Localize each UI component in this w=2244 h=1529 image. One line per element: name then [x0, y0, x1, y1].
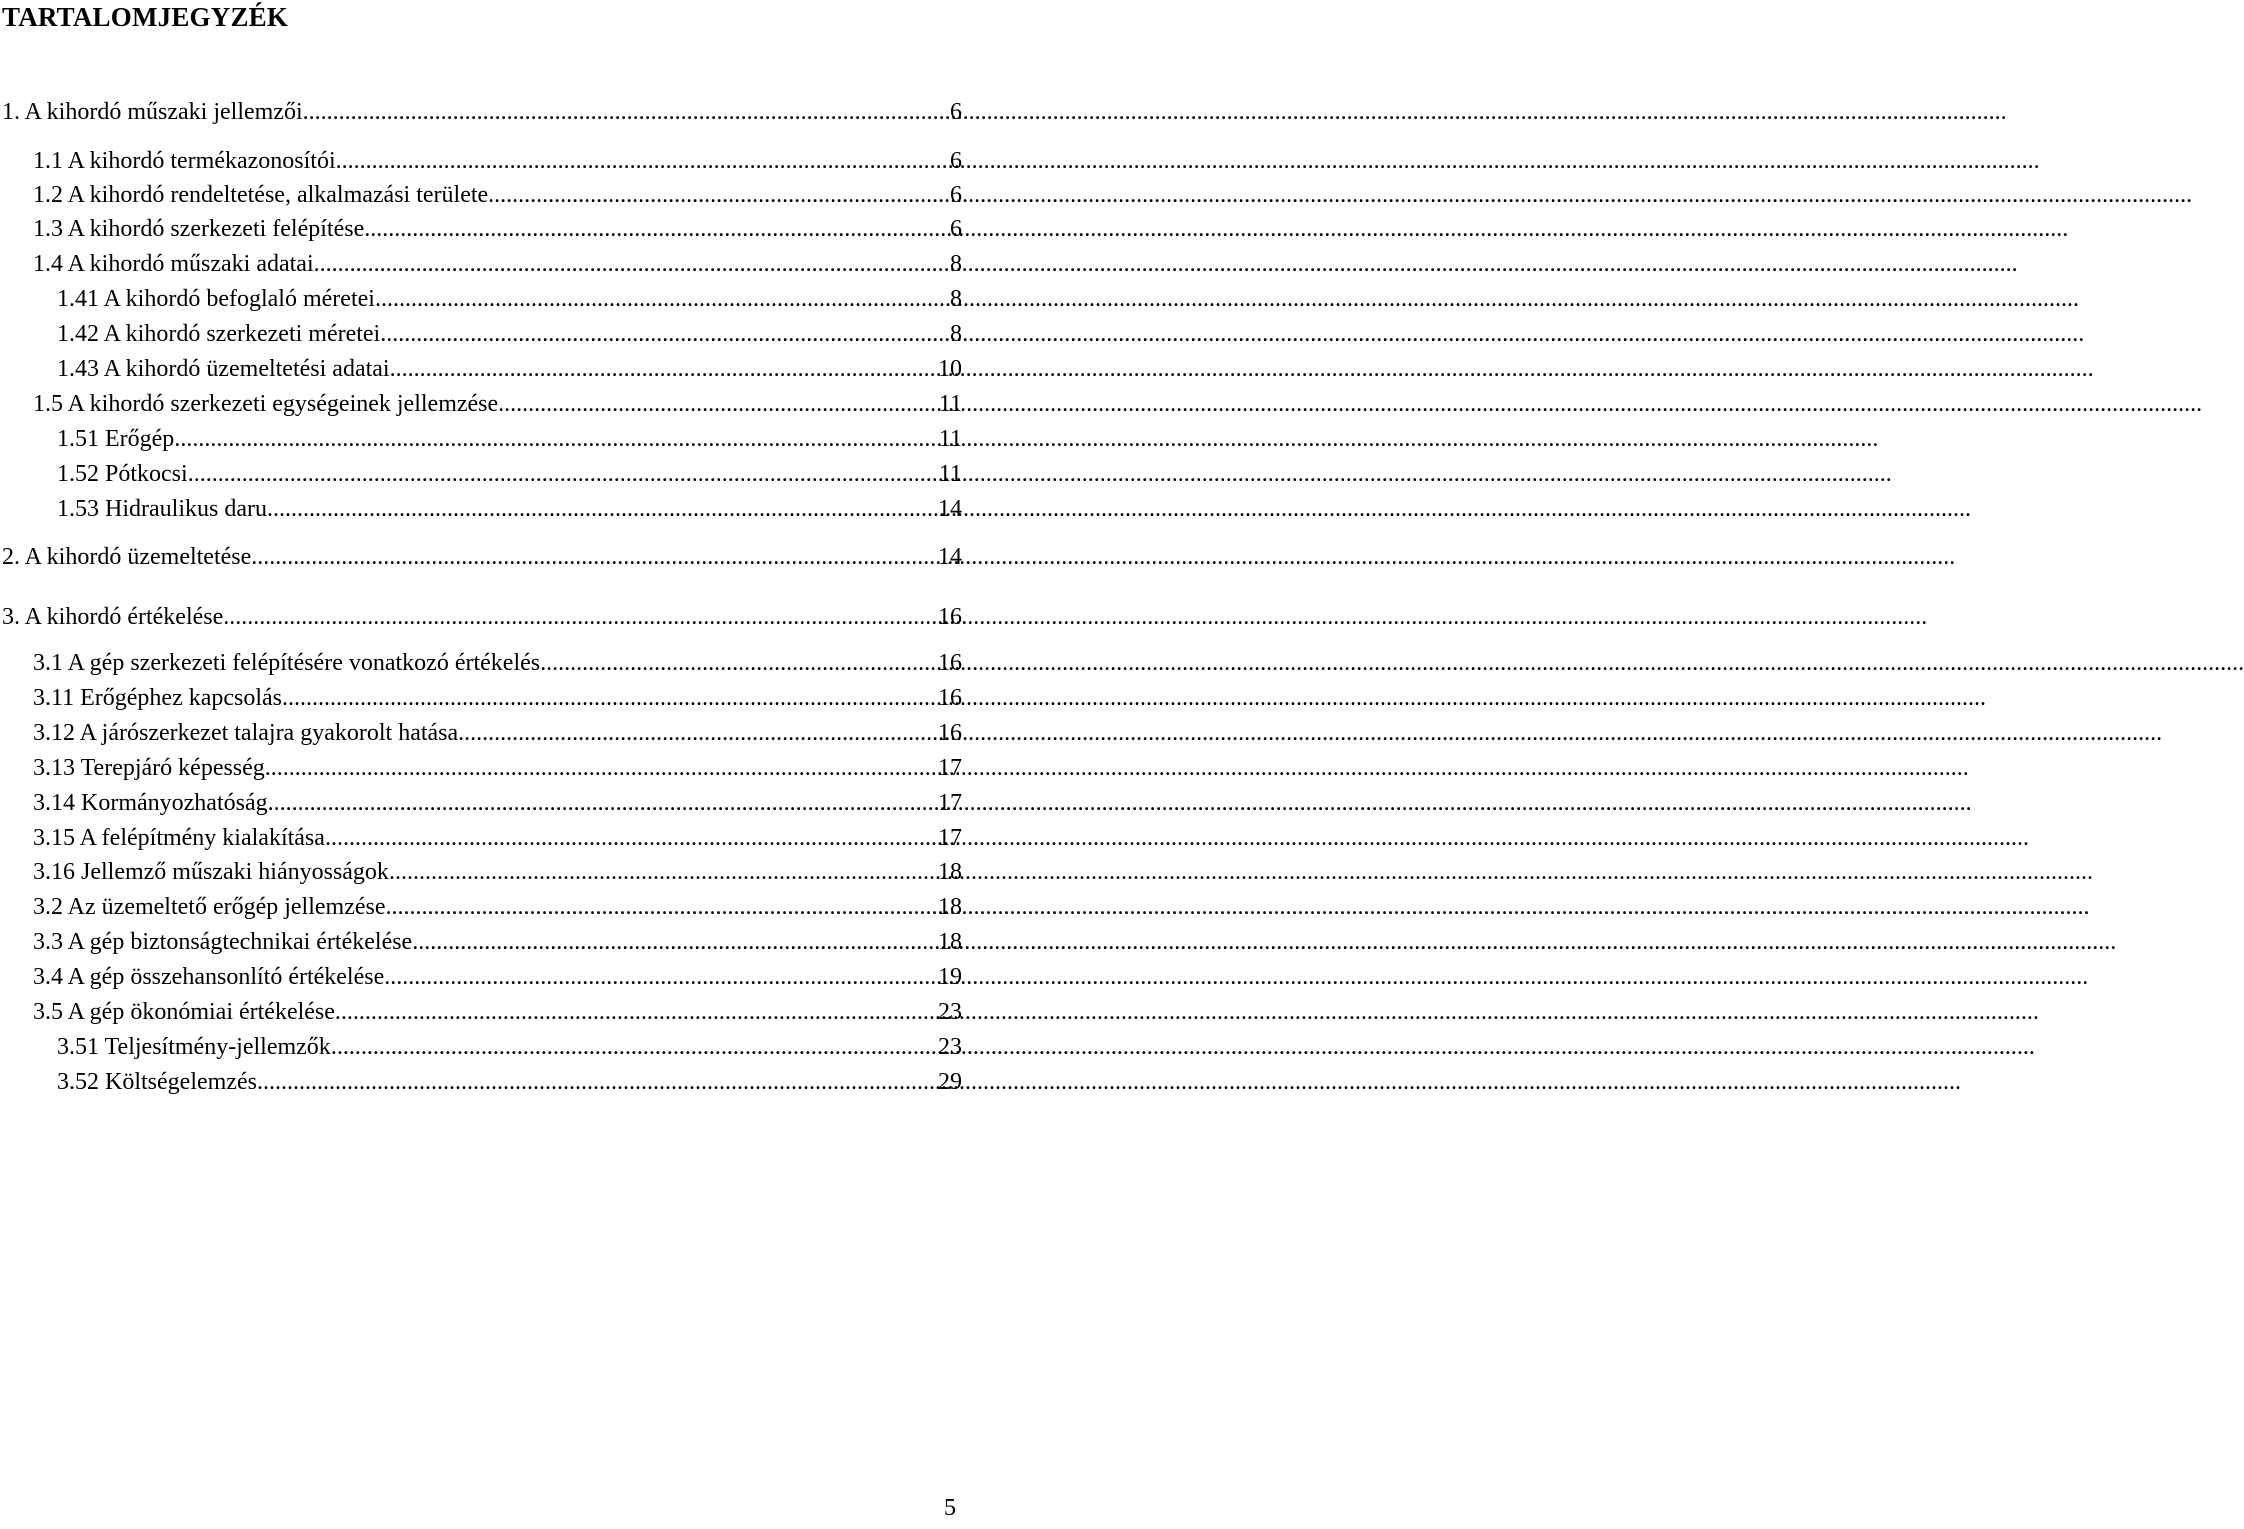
toc-title: TARTALOMJEGYZÉK	[2, 2, 289, 32]
toc-entry[interactable]	[33, 146, 962, 176]
dot-leader	[390, 354, 936, 384]
toc-entry-label: 1.4 A kihordó műszaki adatai	[33, 251, 314, 277]
toc-entry-page: 16	[938, 685, 962, 711]
toc-entry-label: 2. A kihordó üzemeltetése	[2, 544, 252, 570]
toc-entry[interactable]	[33, 648, 962, 678]
toc-entry[interactable]	[33, 214, 962, 244]
toc-entry-page: 8	[950, 251, 962, 277]
toc-entry[interactable]	[57, 284, 962, 314]
toc-entry-page: 17	[938, 790, 962, 816]
dot-leader	[188, 459, 937, 489]
toc-entry-label: 1.3 A kihordó szerkezeti felépítése	[33, 216, 365, 242]
toc-entry-page: 17	[938, 755, 962, 781]
toc-entry[interactable]	[57, 319, 962, 349]
dot-leader	[389, 857, 936, 887]
toc-entry[interactable]	[57, 1032, 962, 1062]
toc-entry-label: 3.12 A járószerkezet talajra gyakorolt hatása	[33, 720, 459, 746]
toc-entry[interactable]	[2, 602, 962, 632]
dot-leader	[174, 424, 937, 454]
dot-leader	[336, 146, 948, 176]
toc-entry-label: 1.51 Erőgép	[57, 426, 175, 452]
toc-entry-page: 11	[938, 426, 962, 452]
toc-entry-label: 3.2 Az üzemeltető erőgép jellemzése	[33, 894, 386, 920]
dot-leader	[375, 284, 948, 314]
toc-entry-page: 18	[938, 894, 962, 920]
dot-leader	[257, 1067, 936, 1097]
toc-entry-label: 3.13 Terepjáró képesség	[33, 755, 265, 781]
toc-entry-page: 19	[938, 964, 962, 990]
toc-entry-page: 6	[950, 216, 962, 242]
toc-entry-page: 29	[938, 1069, 962, 1095]
toc-entry-label: 3.11 Erőgéphez kapcsolás	[33, 685, 283, 711]
toc-entry-label: 1.42 A kihordó szerkezeti méretei	[57, 321, 381, 347]
toc-entry[interactable]	[33, 249, 962, 279]
toc-entry-page: 14	[938, 496, 962, 522]
toc-entry-label: 3.1 A gép szerkezeti felépítésére vonatkozó értékelés	[33, 650, 541, 676]
toc-entry-page: 16	[938, 650, 962, 676]
dot-leader	[386, 892, 936, 922]
toc-entry-label: 3. A kihordó értékelése	[2, 604, 224, 630]
dot-leader	[488, 180, 948, 210]
toc-entry[interactable]	[33, 389, 962, 419]
toc-entry-label: 3.3 A gép biztonságtechnikai értékelése	[33, 929, 413, 955]
toc-entry-page: 16	[938, 720, 962, 746]
toc-entry-page: 8	[950, 321, 962, 347]
toc-entry[interactable]	[33, 788, 962, 818]
toc-entry[interactable]	[2, 97, 962, 127]
toc-entry-page: 6	[950, 148, 962, 174]
toc-entry[interactable]	[33, 823, 962, 853]
toc-entry-page: 16	[938, 604, 962, 630]
toc-entry-label: 1.41 A kihordó befoglaló méretei	[57, 286, 375, 312]
toc-entry-page: 18	[938, 929, 962, 955]
toc-entry-label: 3.16 Jellemző műszaki hiányosságok	[33, 859, 389, 885]
dot-leader	[251, 542, 936, 572]
toc-entry[interactable]	[57, 494, 962, 524]
toc-entry[interactable]	[33, 997, 962, 1027]
toc-entry-page: 6	[950, 182, 962, 208]
toc-entry-page: 17	[938, 825, 962, 851]
toc-entry-label: 1.1 A kihordó termékazonosítói	[33, 148, 336, 174]
toc-entry[interactable]	[33, 718, 962, 748]
dot-leader	[335, 997, 936, 1027]
dot-leader	[498, 389, 937, 419]
toc-entry[interactable]	[2, 542, 962, 572]
toc-entry[interactable]	[33, 892, 962, 922]
dot-leader	[267, 494, 936, 524]
toc-entry-label: 1.43 A kihordó üzemeltetési adatai	[57, 356, 390, 382]
toc-entry-label: 3.5 A gép ökonómiai értékelése	[33, 999, 335, 1025]
dot-leader	[265, 753, 936, 783]
toc-entry[interactable]	[33, 927, 962, 957]
toc-entry-label: 3.52 Költségelemzés	[57, 1069, 257, 1095]
toc-entry-label: 1. A kihordó műszaki jellemzői	[2, 99, 303, 125]
toc-entry[interactable]	[33, 683, 962, 713]
toc-entry[interactable]	[33, 962, 962, 992]
toc-entry[interactable]	[57, 424, 962, 454]
toc-entry-page: 11	[938, 461, 962, 487]
dot-leader	[412, 927, 936, 957]
toc-entry[interactable]	[57, 354, 962, 384]
dot-leader	[282, 683, 936, 713]
dot-leader	[268, 788, 936, 818]
dot-leader	[380, 319, 948, 349]
toc-entry-page: 14	[938, 544, 962, 570]
dot-leader	[364, 214, 948, 244]
toc-entry-label: 1.2 A kihordó rendeltetése, alkalmazási területe	[33, 182, 489, 208]
dot-leader	[384, 962, 936, 992]
dot-leader	[325, 823, 936, 853]
page-number: 5	[944, 1495, 956, 1521]
toc-entry-label: 1.52 Pótkocsi	[57, 461, 188, 487]
dot-leader	[540, 648, 936, 678]
toc-entry-label: 3.15 A felépítmény kialakítása	[33, 825, 325, 851]
toc-entry[interactable]	[33, 857, 962, 887]
toc-entry-page: 10	[938, 356, 962, 382]
toc-entry-label: 1.5 A kihordó szerkezeti egységeinek jellemzése	[33, 391, 499, 417]
toc-entry-page: 23	[938, 999, 962, 1025]
toc-entry-label: 3.51 Teljesítmény-jellemzők	[57, 1034, 331, 1060]
toc-entry-page: 6	[950, 99, 962, 125]
dot-leader	[331, 1032, 936, 1062]
toc-entry-page: 18	[938, 859, 962, 885]
toc-entry-label: 3.14 Kormányozhatóság	[33, 790, 268, 816]
toc-entry-page: 23	[938, 1034, 962, 1060]
toc-entry[interactable]	[33, 180, 962, 210]
dot-leader	[223, 602, 936, 632]
dot-leader	[303, 97, 948, 127]
toc-entry-page: 11	[938, 391, 962, 417]
toc-entry-label: 3.4 A gép összehansonlító értékelése	[33, 964, 385, 990]
dot-leader	[314, 249, 948, 279]
toc-entry[interactable]	[33, 753, 962, 783]
toc-entry[interactable]	[57, 1067, 962, 1097]
toc-entry-page: 8	[950, 286, 962, 312]
toc-entry-label: 1.53 Hidraulikus daru	[57, 496, 267, 522]
toc-entry[interactable]	[57, 459, 962, 489]
dot-leader	[458, 718, 936, 748]
